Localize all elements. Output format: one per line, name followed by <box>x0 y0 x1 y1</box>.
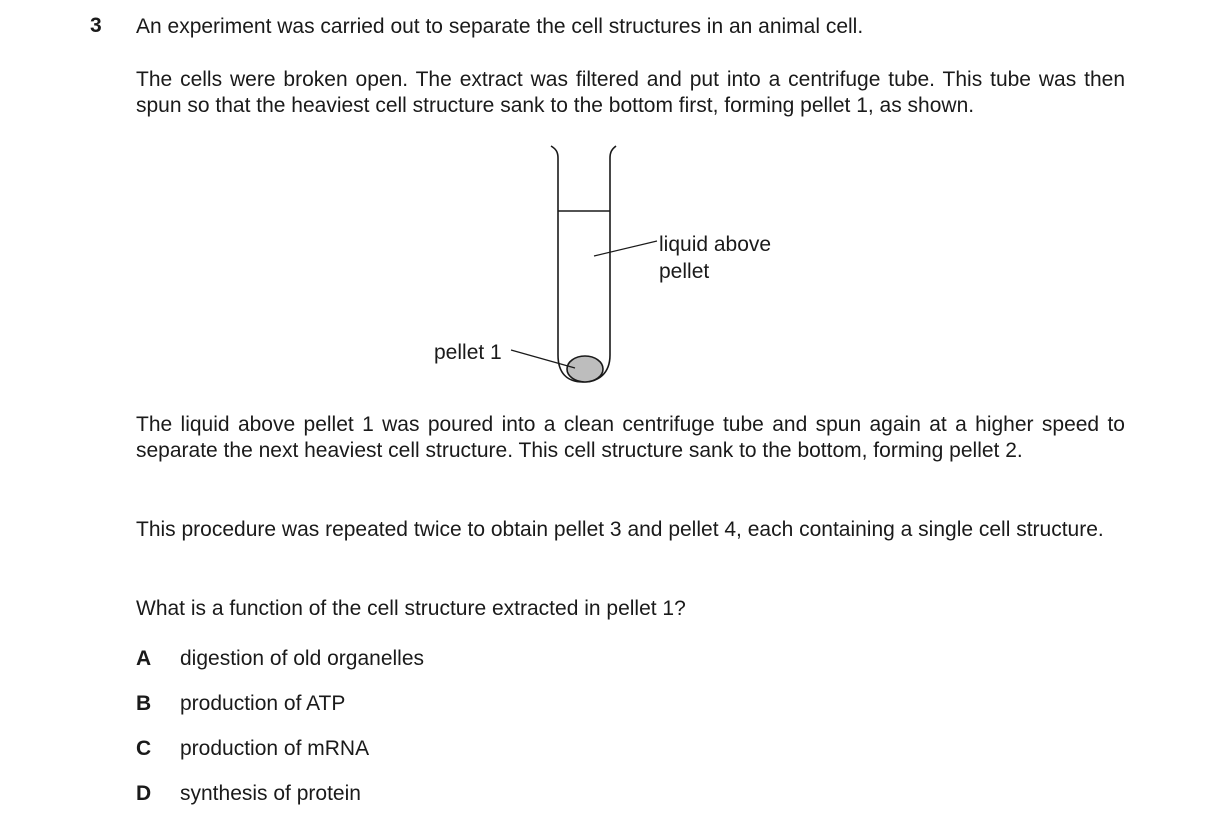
option-text: production of ATP <box>180 692 346 715</box>
option-c[interactable] <box>136 736 369 762</box>
question-intro: An experiment was carried out to separate the cell structures in an animal cell. <box>136 15 864 38</box>
label-pellet-1: pellet 1 <box>434 341 502 364</box>
pellet-leader-line <box>511 350 575 368</box>
option-b[interactable] <box>136 691 345 717</box>
label-pellet: pellet <box>659 260 710 283</box>
paragraph-liquid: The liquid above pellet 1 was poured into a clean centrifuge tube and spun again at a higher speed to separate the next heaviest cell structure. This cell structure sank to the bottom, forming pellet 2. <box>136 413 1125 462</box>
option-a[interactable] <box>136 646 424 672</box>
option-letter: D <box>136 782 152 805</box>
paragraph-cells: The cells were broken open. The extract was filtered and put into a centrifuge tube. This tube was then spun so that the heaviest cell structure sank to the bottom first, forming pellet 1, as shown. <box>136 68 1125 117</box>
option-letter: B <box>136 692 152 715</box>
paragraph-repeat: This procedure was repeated twice to obtain pellet 3 and pellet 4, each containing a single cell structure. <box>136 518 1104 541</box>
question-number: 3 <box>90 14 102 37</box>
question-prompt: What is a function of the cell structure extracted in pellet 1? <box>136 597 686 620</box>
centrifuge-tube <box>551 146 616 382</box>
option-text: digestion of old organelles <box>180 647 425 670</box>
option-text: production of mRNA <box>180 737 370 760</box>
option-d[interactable] <box>136 781 361 807</box>
label-liquid-above: liquid above <box>659 233 772 256</box>
liquid-leader-line <box>594 241 657 256</box>
option-text: synthesis of protein <box>180 782 361 805</box>
option-letter: C <box>136 737 152 760</box>
option-letter: A <box>136 647 152 670</box>
pellet-1 <box>567 356 603 382</box>
